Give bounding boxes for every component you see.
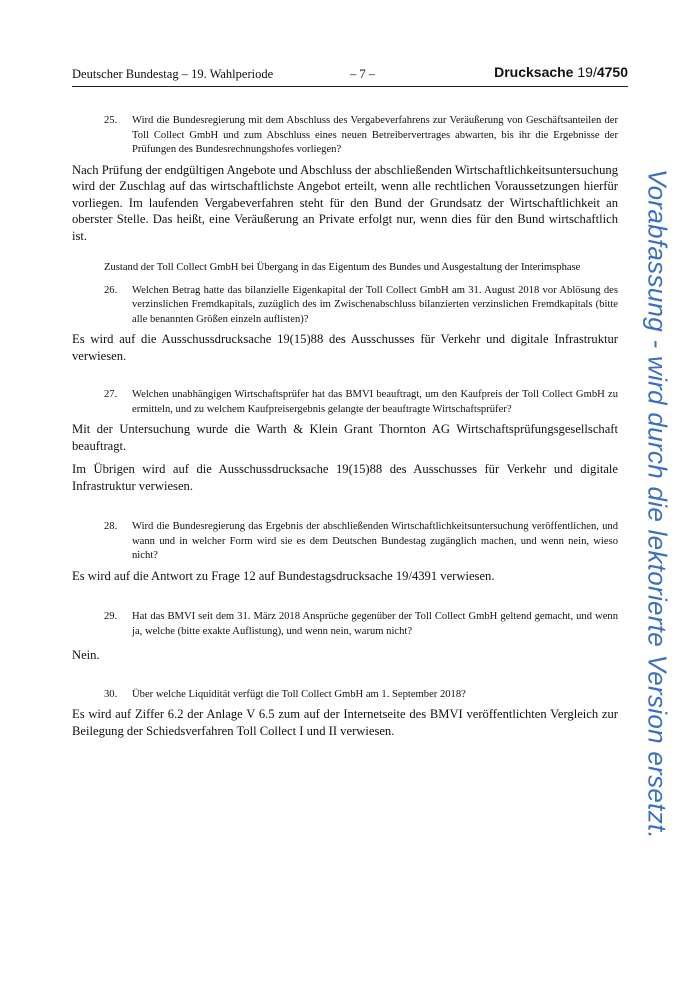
doc-number-prefix: 19/	[577, 64, 597, 80]
question-number: 27.	[104, 389, 118, 400]
answer-27: Mit der Untersuchung wurde die Warth & Klein Grant Thornton AG Wirtschaftsprüfungsgesellschaft beauftragt.	[72, 422, 618, 453]
document-number	[494, 64, 628, 80]
question-26	[72, 284, 618, 328]
answer-26: Es wird auf die Ausschussdrucksache 19(15)88 des Ausschusses für Verkehr und digitale Infrastruktur verwiesen.	[72, 332, 618, 363]
question-27	[72, 388, 618, 417]
page-body	[72, 114, 618, 739]
question-29	[72, 610, 618, 639]
question-30	[72, 688, 618, 703]
section-subheading: Zustand der Toll Collect GmbH bei Übergang in das Eigentum des Bundes und Ausgestaltung der Interimsphase	[104, 262, 581, 273]
question-number: 30.	[104, 688, 118, 700]
question-number: 28.	[104, 521, 118, 532]
draft-watermark	[642, 108, 672, 900]
doc-number: 4750	[596, 64, 628, 80]
question-28	[72, 520, 618, 564]
question-number: 29.	[104, 611, 118, 622]
question-text: Wird die Bundesregierung mit dem Abschluss des Vergabeverfahrens zur Veräußerung von Geschäftsanteilen der Toll Collect GmbH und zum Abschluss eines neuen Betreibervertrages abwarten, bis ihr die Ergebnisse der Prüfungen des Bundesrechnungshofes vorliegen?	[132, 115, 618, 155]
answer-27-continued: Im Übrigen wird auf die Ausschussdrucksache 19(15)88 des Ausschusses für Verkehr und digitale Infrastruktur verwiesen.	[72, 462, 618, 493]
question-text: Welchen unabhängigen Wirtschaftsprüfer hat das BMVI beauftragt, um den Kaufpreis der Toll Collect GmbH zu ermitteln, und zu welchem Kaufpreisergebnis gelangte der beauftragte Wirtschaftsprüfer?	[132, 389, 618, 415]
watermark-text: Vorabfassung - wird durch die lektorierte Version ersetzt.	[642, 168, 673, 840]
question-text: Wird die Bundesregierung das Ergebnis der abschließenden Wirtschaftlichkeitsuntersuchung veröffentlichen, und wann und in welcher Form wird sie es dem Deutschen Bundestag zugänglich machen, und wenn nein, wieso nicht?	[132, 521, 618, 561]
question-text: Welchen Betrag hatte das bilanzielle Eigenkapital der Toll Collect GmbH am 31. August 2018 vor Ablösung des verzinslichen Fremdkapitals, zuzüglich des im Zwischenabschluss bilanzierten verzinslichen Fremdkapitals (bitte alle benannten Größen einzeln auflisten)?	[132, 284, 618, 325]
answer-25: Nach Prüfung der endgültigen Angebote und Abschluss der abschließenden Wirtschaftlichkeitsuntersuchung wird der Zuschlag auf das wirtschaftlichste Angebot erteilt, wenn alle rechtlichen Voraussetzungen hierfür vorliegen. Im laufenden Vergabeverfahren steht für den Bund der Grundsatz der Wirtschaftlichkeit an oberster Stelle. Das heißt, eine Veräußerung an Private erfolgt nur, wenn dies für den Bund wirtschaftlich ist.	[72, 162, 618, 243]
question-25	[72, 114, 618, 158]
page-header	[72, 64, 628, 87]
answer-30: Es wird auf Ziffer 6.2 der Anlage V 6.5 zum auf der Internetseite des BMVI veröffentlichten Vergleich zur Beilegung der Schiedsverfahren Toll Collect I und II verwiesen.	[72, 707, 618, 738]
header-publication: Deutscher Bundestag – 19. Wahlperiode	[72, 67, 274, 81]
question-number: 26.	[104, 284, 118, 296]
answer-29: Nein.	[72, 648, 100, 662]
question-number: 25.	[104, 115, 118, 126]
question-text: Über welche Liquidität verfügt die Toll Collect GmbH am 1. September 2018?	[132, 688, 466, 700]
answer-28: Es wird auf die Antwort zu Frage 12 auf Bundestagsdrucksache 19/4391 verwiesen.	[72, 568, 495, 583]
page-number: – 7 –	[350, 67, 375, 81]
question-text: Hat das BMVI seit dem 31. März 2018 Ansprüche gegenüber der Toll Collect GmbH geltend gemacht, und wenn ja, welche (bitte exakte Auflistung), und wenn nein, warum nicht?	[132, 611, 618, 637]
doc-prefix: Drucksache	[494, 64, 574, 80]
